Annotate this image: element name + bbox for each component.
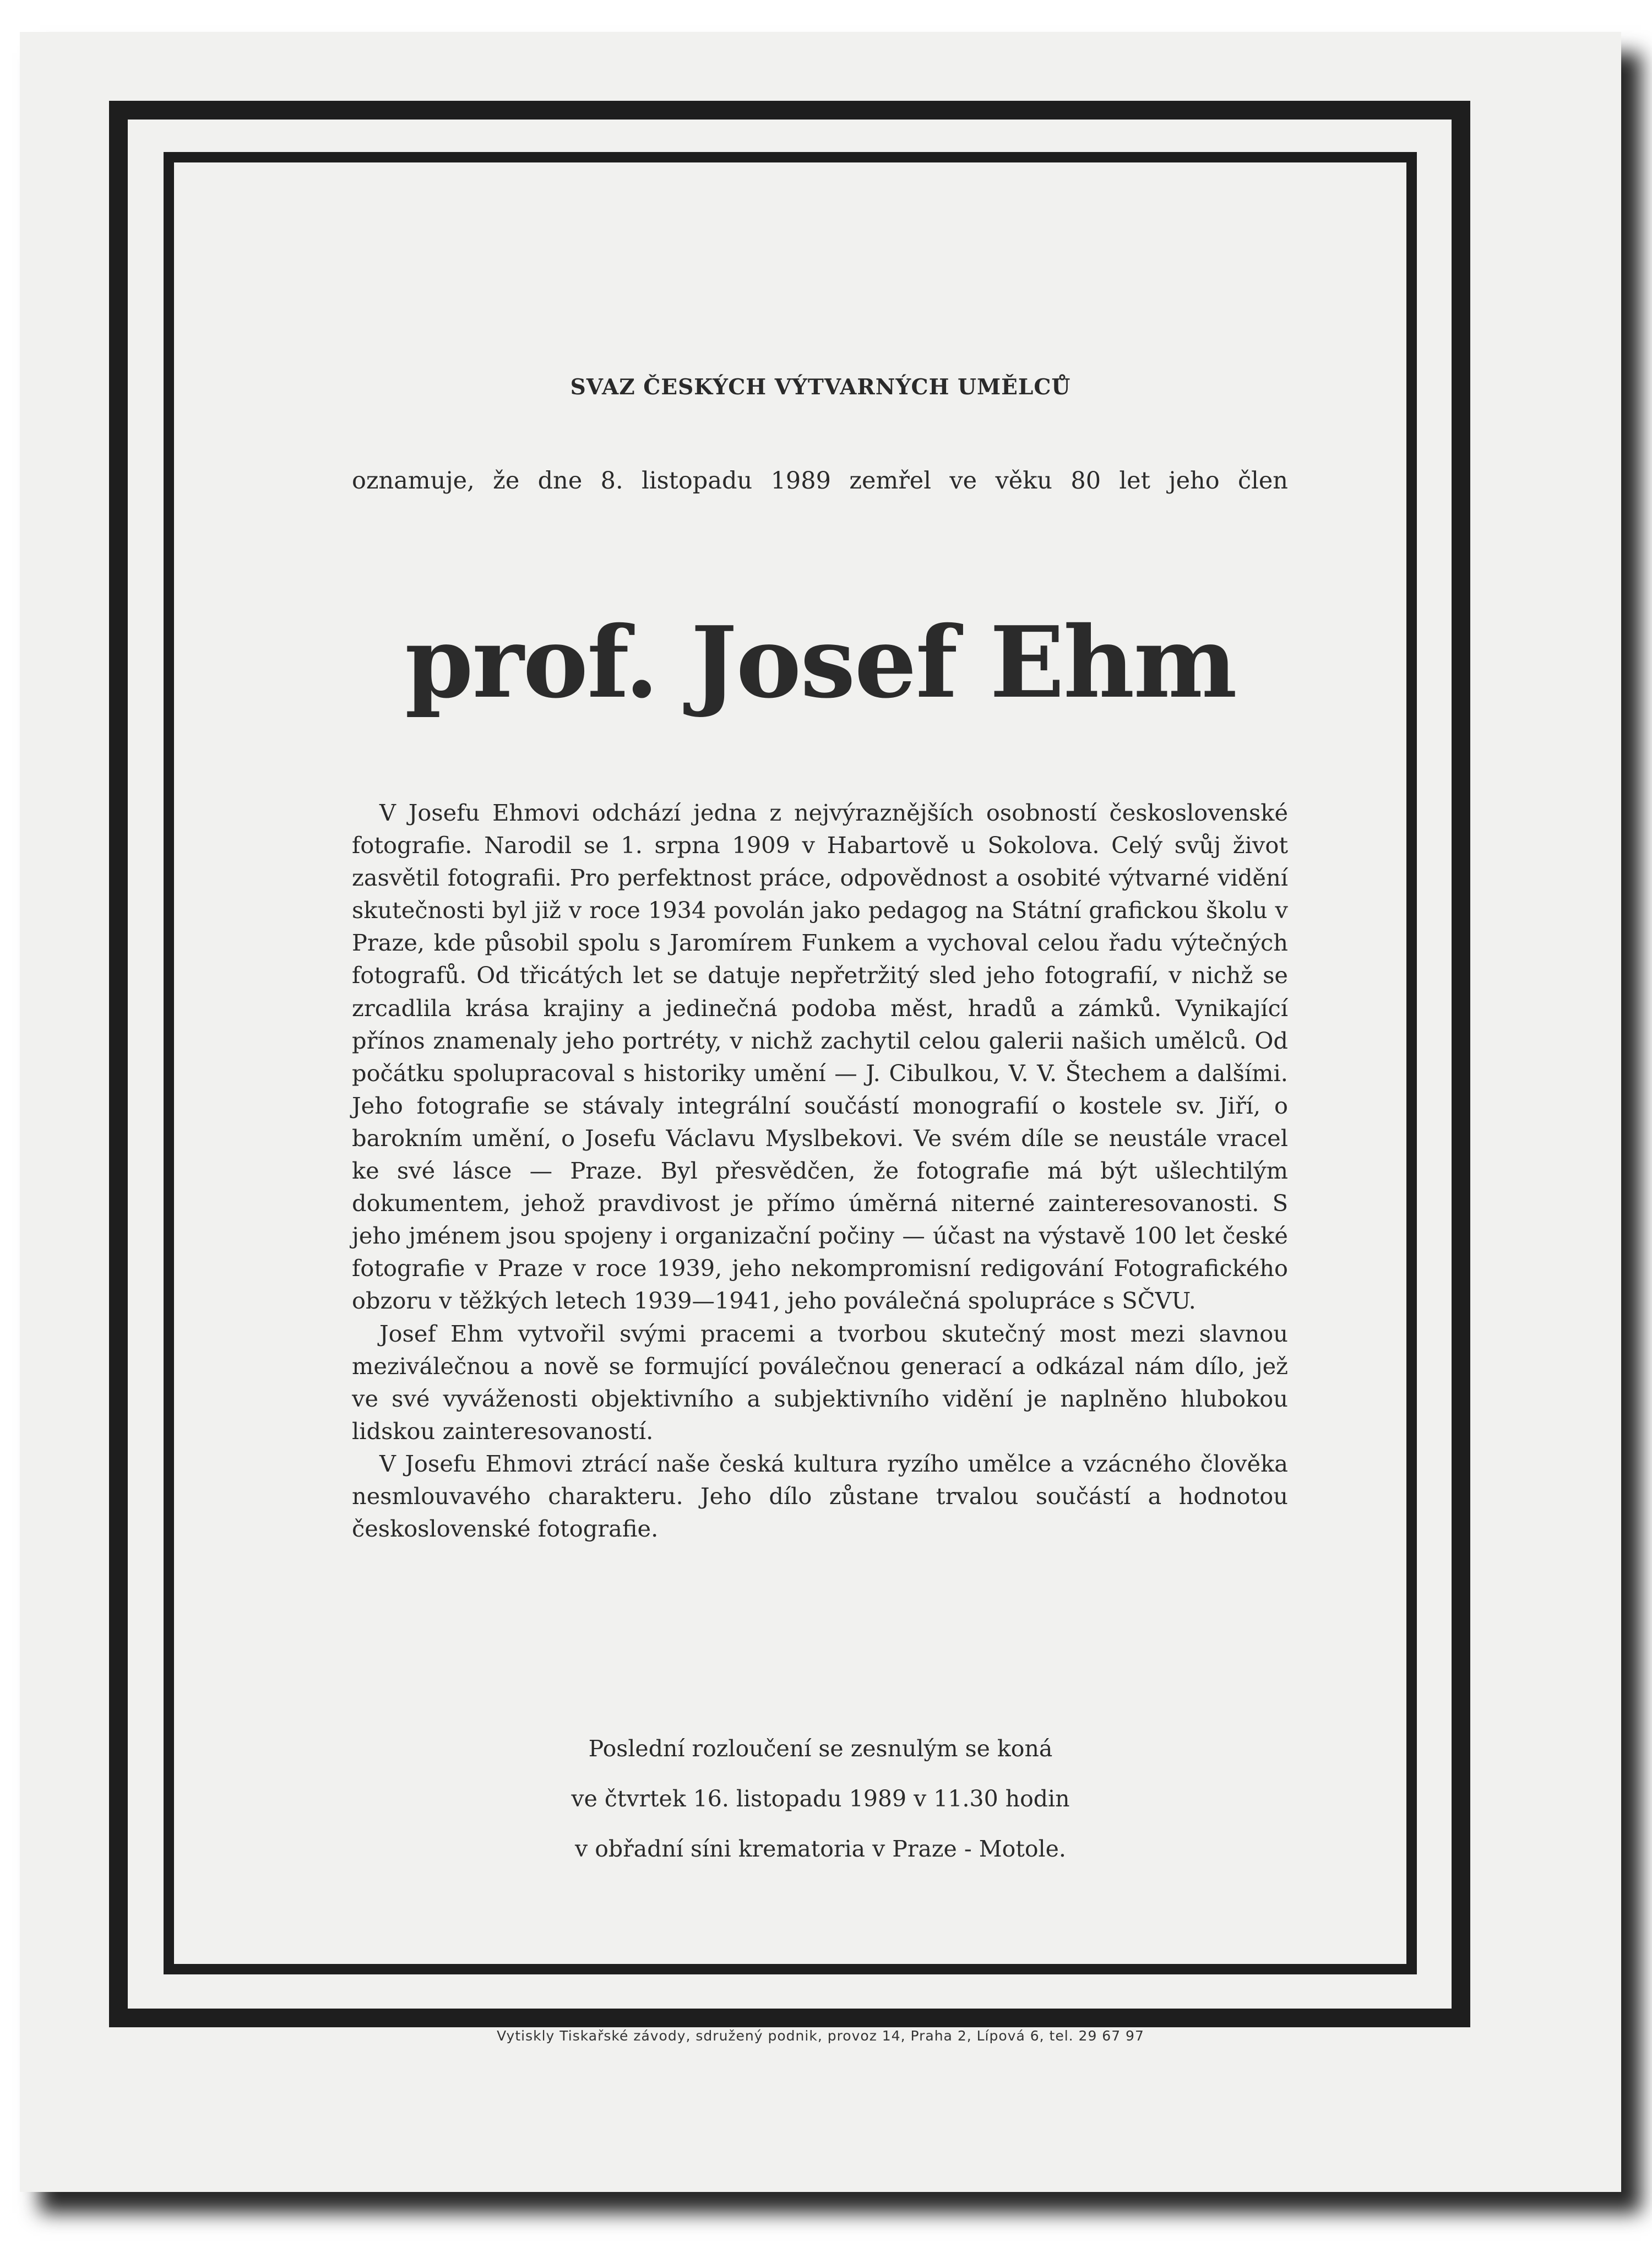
body-paragraph: V Josefu Ehmovi odchází jedna z nejvýraznějších osobností československé fotografie. Narodil se 1. srpna 1909 v Habartově u Sokolova. Celý svůj život zasvětil fotografii. Pro perfektnost práce, odpovědnost a osobité výtvarné vidění skutečnosti byl již v roce 1934 povolán jako pedagog na Státní grafickou školu v Praze, kde působil spolu s Jaromírem Funkem a vychoval celou řadu výtečných fotografů. Od třicátých let se datuje nepřetržitý sled jeho fotografií, v nichž se zrcadlila krása krajiny a jedinečná podoba měst, hradů a zámků. Vynikající přínos znamenaly jeho portréty, v nichž zachytil celou galerii našich umělců. Od počátku spolupracoval s historiky umění — J. Cibulkou, V. V. Štechem a dalšími. Jeho fotografie se stávaly integrální součástí monografií o kostele sv. Jiří, o barokním umění, o Josefu Václavu Myslbekovi. Ve svém díle se neustále vracel ke své lásce — Praze. Byl přesvědčen, že fotografie má být ušlechtilým dokumentem, jehož pravdivost je přímo úměrná niterné zainteresovanosti. S jeho jménem jsou spojeny i organizační počiny — účast na výstavě 100 let české fotografie v Praze v roce 1939, jeho nekompromisní redigování Fotografického obzoru v těžkých letech 1939—1941, jeho poválečná spolupráce s SČVU.	[352, 799, 1288, 1315]
printer-imprint: Vytiskly Tiskařské závody, sdružený podnik, provoz 14, Praha 2, Lípová 6, tel. 29 67 97	[497, 2028, 1144, 2044]
funeral-notice-line: v obřadní síni krematoria v Praze - Motole.	[575, 1836, 1066, 1862]
obituary-body	[352, 796, 1288, 1545]
funeral-notice-line: ve čtvrtek 16. listopadu 1989 v 11.30 hodin	[571, 1786, 1070, 1812]
obituary-content	[20, 32, 1621, 2192]
deceased-name: prof. Josef Ehm	[405, 605, 1236, 720]
funeral-notice	[20, 1724, 1621, 1874]
organization-heading: SVAZ ČESKÝCH VÝTVARNÝCH UMĚLCŮ	[570, 375, 1071, 400]
body-paragraph: V Josefu Ehmovi ztrácí naše česká kultura ryzího umělce a vzácného člověka nesmlouvavého charakteru. Jeho dílo zůstane trvalou součástí a hodnotou československé fotografie.	[352, 1450, 1288, 1543]
obituary-sheet	[20, 32, 1621, 2192]
funeral-notice-line: Poslední rozloučení se zesnulým se koná	[588, 1735, 1053, 1762]
announcement-line: oznamuje, že dne 8. listopadu 1989 zemřel ve věku 80 let jeho člen	[352, 467, 1288, 495]
body-paragraph: Josef Ehm vytvořil svými pracemi a tvorbou skutečný most mezi slavnou meziválečnou a nově se formující poválečnou generací a odkázal nám dílo, jež ve své vyváženosti objektivního a subjektivního vidění je naplněno hlubokou lidskou zainteresovaností.	[352, 1320, 1288, 1445]
